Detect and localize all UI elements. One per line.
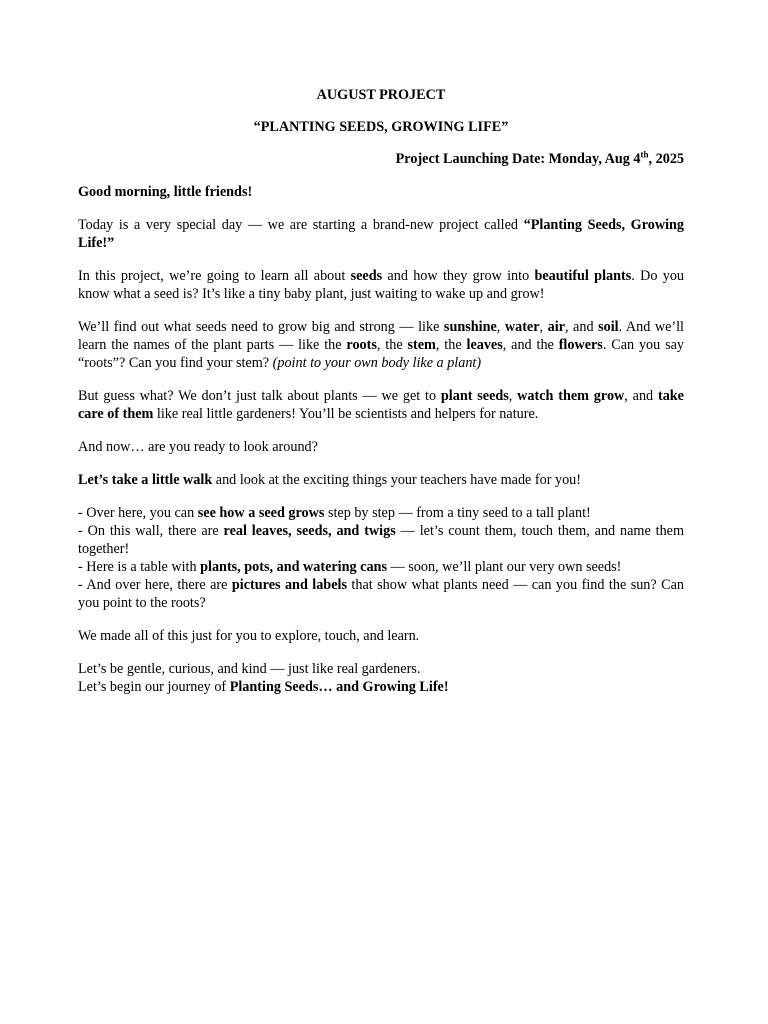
paragraph-activities: But guess what? We don’t just talk about plants — we get to plant seeds, watch them grow, and take care of them like real little gardeners! You’ll be scientists and helpers for nature.	[78, 388, 684, 422]
greeting: Good morning, little friends!	[78, 184, 253, 200]
paragraph-walk: Let’s take a little walk and look at the exciting things your teachers have made for you!	[78, 472, 581, 488]
paragraph-plant-needs: We’ll find out what seeds need to grow big and strong — like sunshine, water, air, and soil. And we’ll learn the names of the plant parts — like the roots, the stem, the leaves, and the flowers. Can you say “roots”? Can you find your stem? (point to your own body like a plant)	[78, 319, 684, 371]
list-item: - On this wall, there are real leaves, seeds, and twigs — let’s count them, touch them, and name them together!	[78, 523, 685, 557]
launch-date: Project Launching Date: Monday, Aug 4th, 2025	[395, 149, 684, 167]
list-item: - Over here, you can see how a seed grows step by step — from a tiny seed to a tall plant!	[78, 505, 591, 521]
document-title: AUGUST PROJECT	[316, 87, 446, 103]
list-item: - And over here, there are pictures and labels that show what plants need — can you find the sun? Can you point to the roots?	[78, 577, 685, 611]
paragraph-intro: Today is a very special day — we are starting a brand-new project called “Planting Seeds, Growing Life!”	[78, 217, 685, 251]
activity-list	[78, 504, 684, 612]
document-body	[78, 86, 684, 696]
paragraph-begin: Let’s begin our journey of Planting Seeds… and Growing Life!	[78, 679, 449, 695]
paragraph-explore: We made all of this just for you to explore, touch, and learn.	[78, 628, 420, 644]
project-name: “PLANTING SEEDS, GROWING LIFE”	[253, 119, 509, 135]
paragraph-look-around: And now… are you ready to look around?	[78, 439, 318, 455]
paragraph-gentle: Let’s be gentle, curious, and kind — just like real gardeners.	[78, 661, 421, 677]
paragraph-seeds: In this project, we’re going to learn all about seeds and how they grow into beautiful plants. Do you know what a seed is? It’s like a tiny baby plant, just waiting to wake up and grow!	[78, 268, 685, 302]
list-item: - Here is a table with plants, pots, and watering cans — soon, we’ll plant our very own seeds!	[78, 559, 622, 575]
